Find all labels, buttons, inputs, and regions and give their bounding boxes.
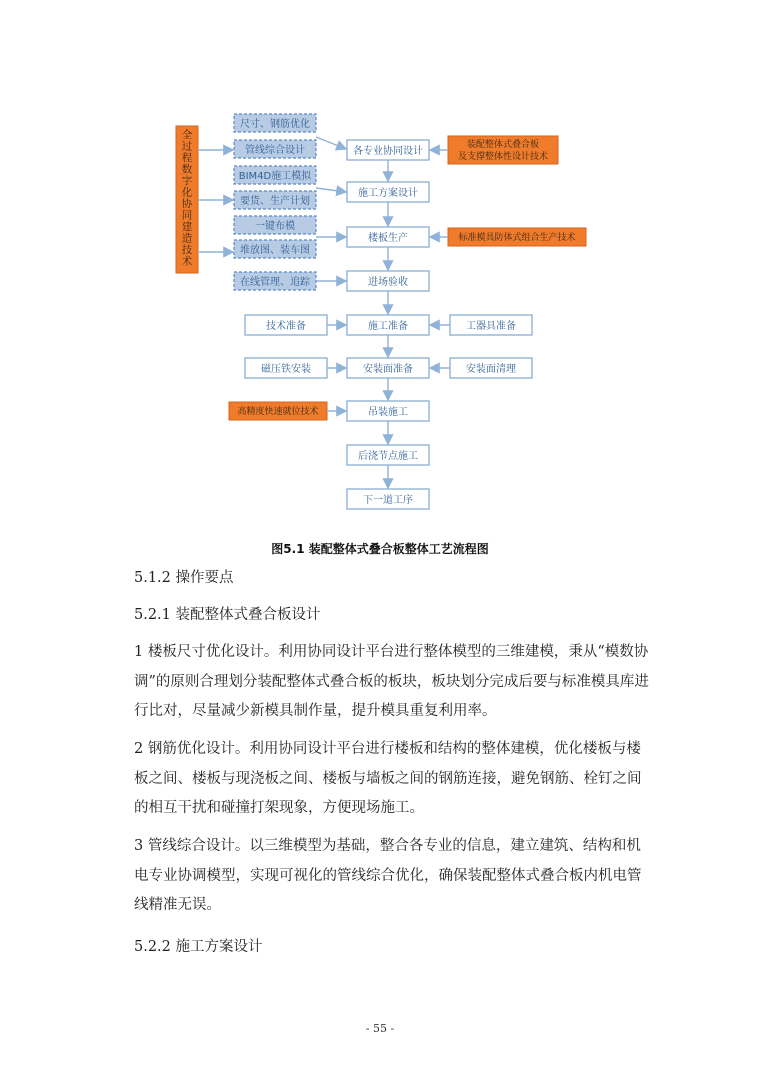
main-step-label: 施工方案设计 xyxy=(358,188,418,199)
main-step-label: 后浇节点施工 xyxy=(358,451,418,462)
main-steps xyxy=(347,140,429,509)
design-input-label: 在线管理、追踪 xyxy=(240,277,310,288)
paragraph: 3 管线综合设计。以三维模型为基础，整合各专业的信息，建立建筑、结构和机电专业协调模型，实现可视化的管线综合优化，确保装配整体式叠合板内机电管线精准无误。 xyxy=(134,838,642,913)
main-step-label: 进场验收 xyxy=(368,277,408,288)
section-heading: 5.2.1 装配整体式叠合板设计 xyxy=(134,607,321,623)
design-input-label: 管线综合设计 xyxy=(245,145,305,156)
section-heading: 5.1.2 操作要点 xyxy=(134,570,234,586)
main-step-label: 安装面准备 xyxy=(363,364,413,375)
design-input-label: 要货、生产计划 xyxy=(240,196,310,207)
surface-clean-label: 安装面清理 xyxy=(466,364,516,375)
slab-support-design-tech-label: 装配整体式叠合板 xyxy=(466,140,540,150)
main-step-label: 吊装施工 xyxy=(368,407,408,418)
page-number: - 55 - xyxy=(365,1022,395,1035)
standard-mold-tech-label: 标准模具防体式组合生产技术 xyxy=(458,233,576,243)
main-step-label: 施工准备 xyxy=(368,321,408,332)
tool-prep-label: 工器具准备 xyxy=(466,321,516,332)
tech-prep-label: 技术准备 xyxy=(266,321,306,332)
positioning-tech-label: 高精度快速就位技术 xyxy=(237,407,319,417)
process-flowchart xyxy=(0,0,760,530)
paragraph: 2 钢筋优化设计。利用协同设计平台进行楼板和结构的整体建模，优化楼板与楼板之间、楼板与现浇板之间、楼板与墙板之间的钢筋连接，避免钢筋、栓钉之间的相互干扰和碰撞打架现象，方便现场施工。 xyxy=(134,741,642,816)
design-input-group xyxy=(234,114,316,290)
main-step-label: 下一道工序 xyxy=(363,495,413,506)
design-input-label: 堆放图、装车图 xyxy=(240,245,310,256)
main-step-label: 各专业协同设计 xyxy=(353,146,423,157)
slab-support-design-tech-label: 及支撑整体性设计技术 xyxy=(457,152,549,162)
design-input-label: 一键布模 xyxy=(255,221,295,232)
section-heading: 5.2.2 施工方案设计 xyxy=(134,939,263,955)
design-input-label: BIM4D施工模拟 xyxy=(238,171,312,182)
paragraph: 1 楼板尺寸优化设计。利用协同设计平台进行整体模型的三维建模，秉从“模数协调”的原则合理划分装配整体式叠合板的板块，板块划分完成后要与标准模具库进行比对，尽量减少新模具制作量，提升模具重复利用率。 xyxy=(134,644,649,719)
design-input-label: 尺寸、钢筋优化 xyxy=(240,119,310,130)
magnet-install-label: 磁压铁安装 xyxy=(261,364,311,375)
figure-caption: 图5.1 装配整体式叠合板整体工艺流程图 xyxy=(271,542,489,556)
main-step-label: 楼板生产 xyxy=(368,233,408,244)
collaborative-construction-label: 全过程数字化协同建造技术 xyxy=(181,129,193,268)
